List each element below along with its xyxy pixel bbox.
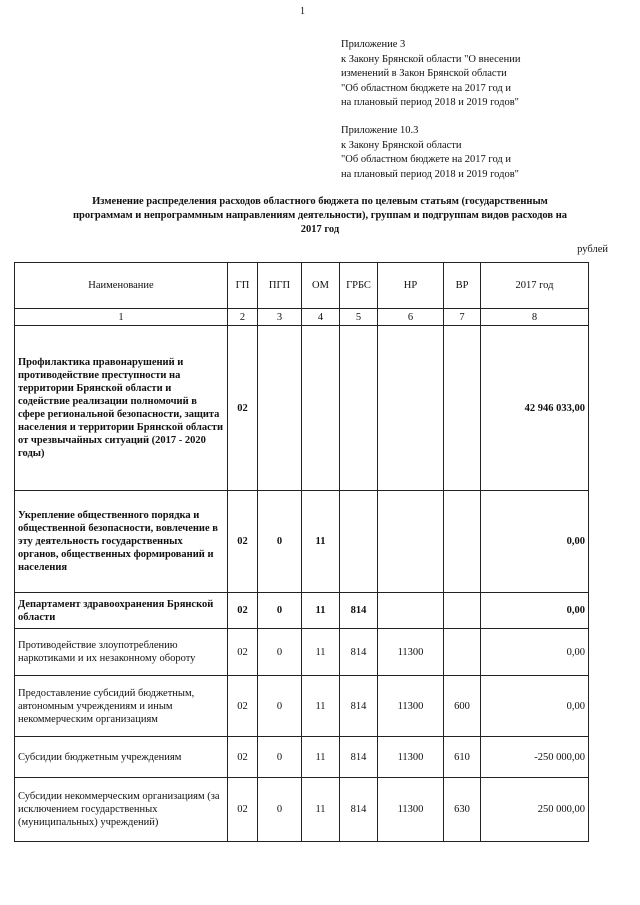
row-nr: 11300 [378,778,444,842]
column-number: 1 [15,309,228,326]
row-gp: 02 [228,629,258,676]
annex-line: на плановый период 2018 и 2019 годов" [341,97,519,108]
row-grbs: 814 [340,593,378,629]
header-pgp: ПГП [258,263,302,309]
row-grbs [340,491,378,593]
row-amount: 0,00 [481,593,589,629]
header-om: ОМ [302,263,340,309]
row-name: Укрепление общественного порядка и общественной безопасности, вовлечение в эту деятельность государственных органов, общественных формирований и населения [15,491,228,593]
currency-unit: рублей [577,244,608,255]
row-om: 11 [302,491,340,593]
row-nr [378,491,444,593]
table-row [15,326,589,491]
row-gp: 02 [228,491,258,593]
row-vr [444,629,481,676]
annex-line: к Закону Брянской области "О внесении [341,53,521,65]
title-line: программам и непрограммным направлениям деятельности), группам и подгруппам видов расходов на [72,210,568,221]
header-grbs: ГРБС [340,263,378,309]
row-om: 11 [302,737,340,778]
row-nr [378,326,444,491]
table-row [15,491,589,593]
row-amount: 42 946 033,00 [481,326,589,491]
row-om: 11 [302,676,340,737]
table-row [15,676,589,737]
row-name: Субсидии бюджетным учреждениям [15,737,228,778]
row-pgp [258,326,302,491]
row-nr: 11300 [378,629,444,676]
page-number: 1 [300,6,305,17]
column-number: 3 [258,309,302,326]
row-vr [444,593,481,629]
row-nr: 11300 [378,737,444,778]
title-line: Изменение распределения расходов областного бюджета по целевым статьям (государственным [92,196,548,207]
annex-line: Приложение 10.3 [341,125,419,136]
annex-line: на плановый период 2018 и 2019 годов" [341,168,519,180]
row-vr: 630 [444,778,481,842]
row-vr [444,491,481,593]
header-year: 2017 год [481,263,589,309]
row-gp: 02 [228,593,258,629]
row-pgp: 0 [258,737,302,778]
row-gp: 02 [228,326,258,491]
row-pgp: 0 [258,676,302,737]
row-om: 11 [302,593,340,629]
row-grbs: 814 [340,676,378,737]
header-row [15,263,589,309]
title-line: 2017 год [300,224,340,235]
row-vr [444,326,481,491]
annex-line: изменений в Закон Брянской области [341,68,507,79]
row-name: Департамент здравоохранения Брянской области [15,593,228,629]
row-nr [378,593,444,629]
row-grbs: 814 [340,737,378,778]
annex-10-3-heading [341,124,519,182]
row-name: Субсидии некоммерческим организациям (за исключением государственных (муниципальных) учреждений) [15,778,228,842]
row-name: Противодействие злоупотреблению наркотиками и их незаконному обороту [15,629,228,676]
row-name: Предоставление субсидий бюджетным, автономным учреждениям и иным некоммерческим организациям [15,676,228,737]
row-gp: 02 [228,676,258,737]
column-number: 5 [340,309,378,326]
table-row [15,737,589,778]
row-amount: 0,00 [481,676,589,737]
row-vr: 600 [444,676,481,737]
column-number: 8 [481,309,589,326]
row-grbs: 814 [340,629,378,676]
column-number: 2 [228,309,258,326]
row-pgp: 0 [258,629,302,676]
annex-line: Приложение 3 [341,39,406,50]
row-pgp: 0 [258,778,302,842]
header-nr: НР [378,263,444,309]
annex-line: к Закону Брянской области [341,139,462,151]
row-pgp: 0 [258,593,302,629]
row-grbs [340,326,378,491]
row-name: Профилактика правонарушений и противодействие преступности на территории Брянской области и содействие реализации полномочий в сфере региональной безопасности, защита населения и территории Брянской области от чрезвычайных ситуаций (2017 - 2020 годы) [15,326,228,491]
row-gp: 02 [228,778,258,842]
annex-line: "Об областном бюджете на 2017 год и [341,82,512,94]
row-amount: 250 000,00 [481,778,589,842]
table-row [15,593,589,629]
annex-3-heading [341,38,520,111]
row-gp: 02 [228,737,258,778]
row-grbs: 814 [340,778,378,842]
column-number: 6 [378,309,444,326]
row-amount: 0,00 [481,629,589,676]
row-amount: -250 000,00 [481,737,589,778]
row-om [302,326,340,491]
header-vr: ВР [444,263,481,309]
header-gp: ГП [228,263,258,309]
row-pgp: 0 [258,491,302,593]
table-row [15,778,589,842]
row-om: 11 [302,778,340,842]
header-name: Наименование [15,263,228,309]
row-amount: 0,00 [481,491,589,593]
column-number: 7 [444,309,481,326]
document-title [20,195,620,237]
row-vr: 610 [444,737,481,778]
budget-table [14,262,589,842]
annex-line: "Об областном бюджете на 2017 год и [341,154,512,165]
row-om: 11 [302,629,340,676]
row-nr: 11300 [378,676,444,737]
column-number: 4 [302,309,340,326]
column-number-row [15,309,589,326]
table-row [15,629,589,676]
